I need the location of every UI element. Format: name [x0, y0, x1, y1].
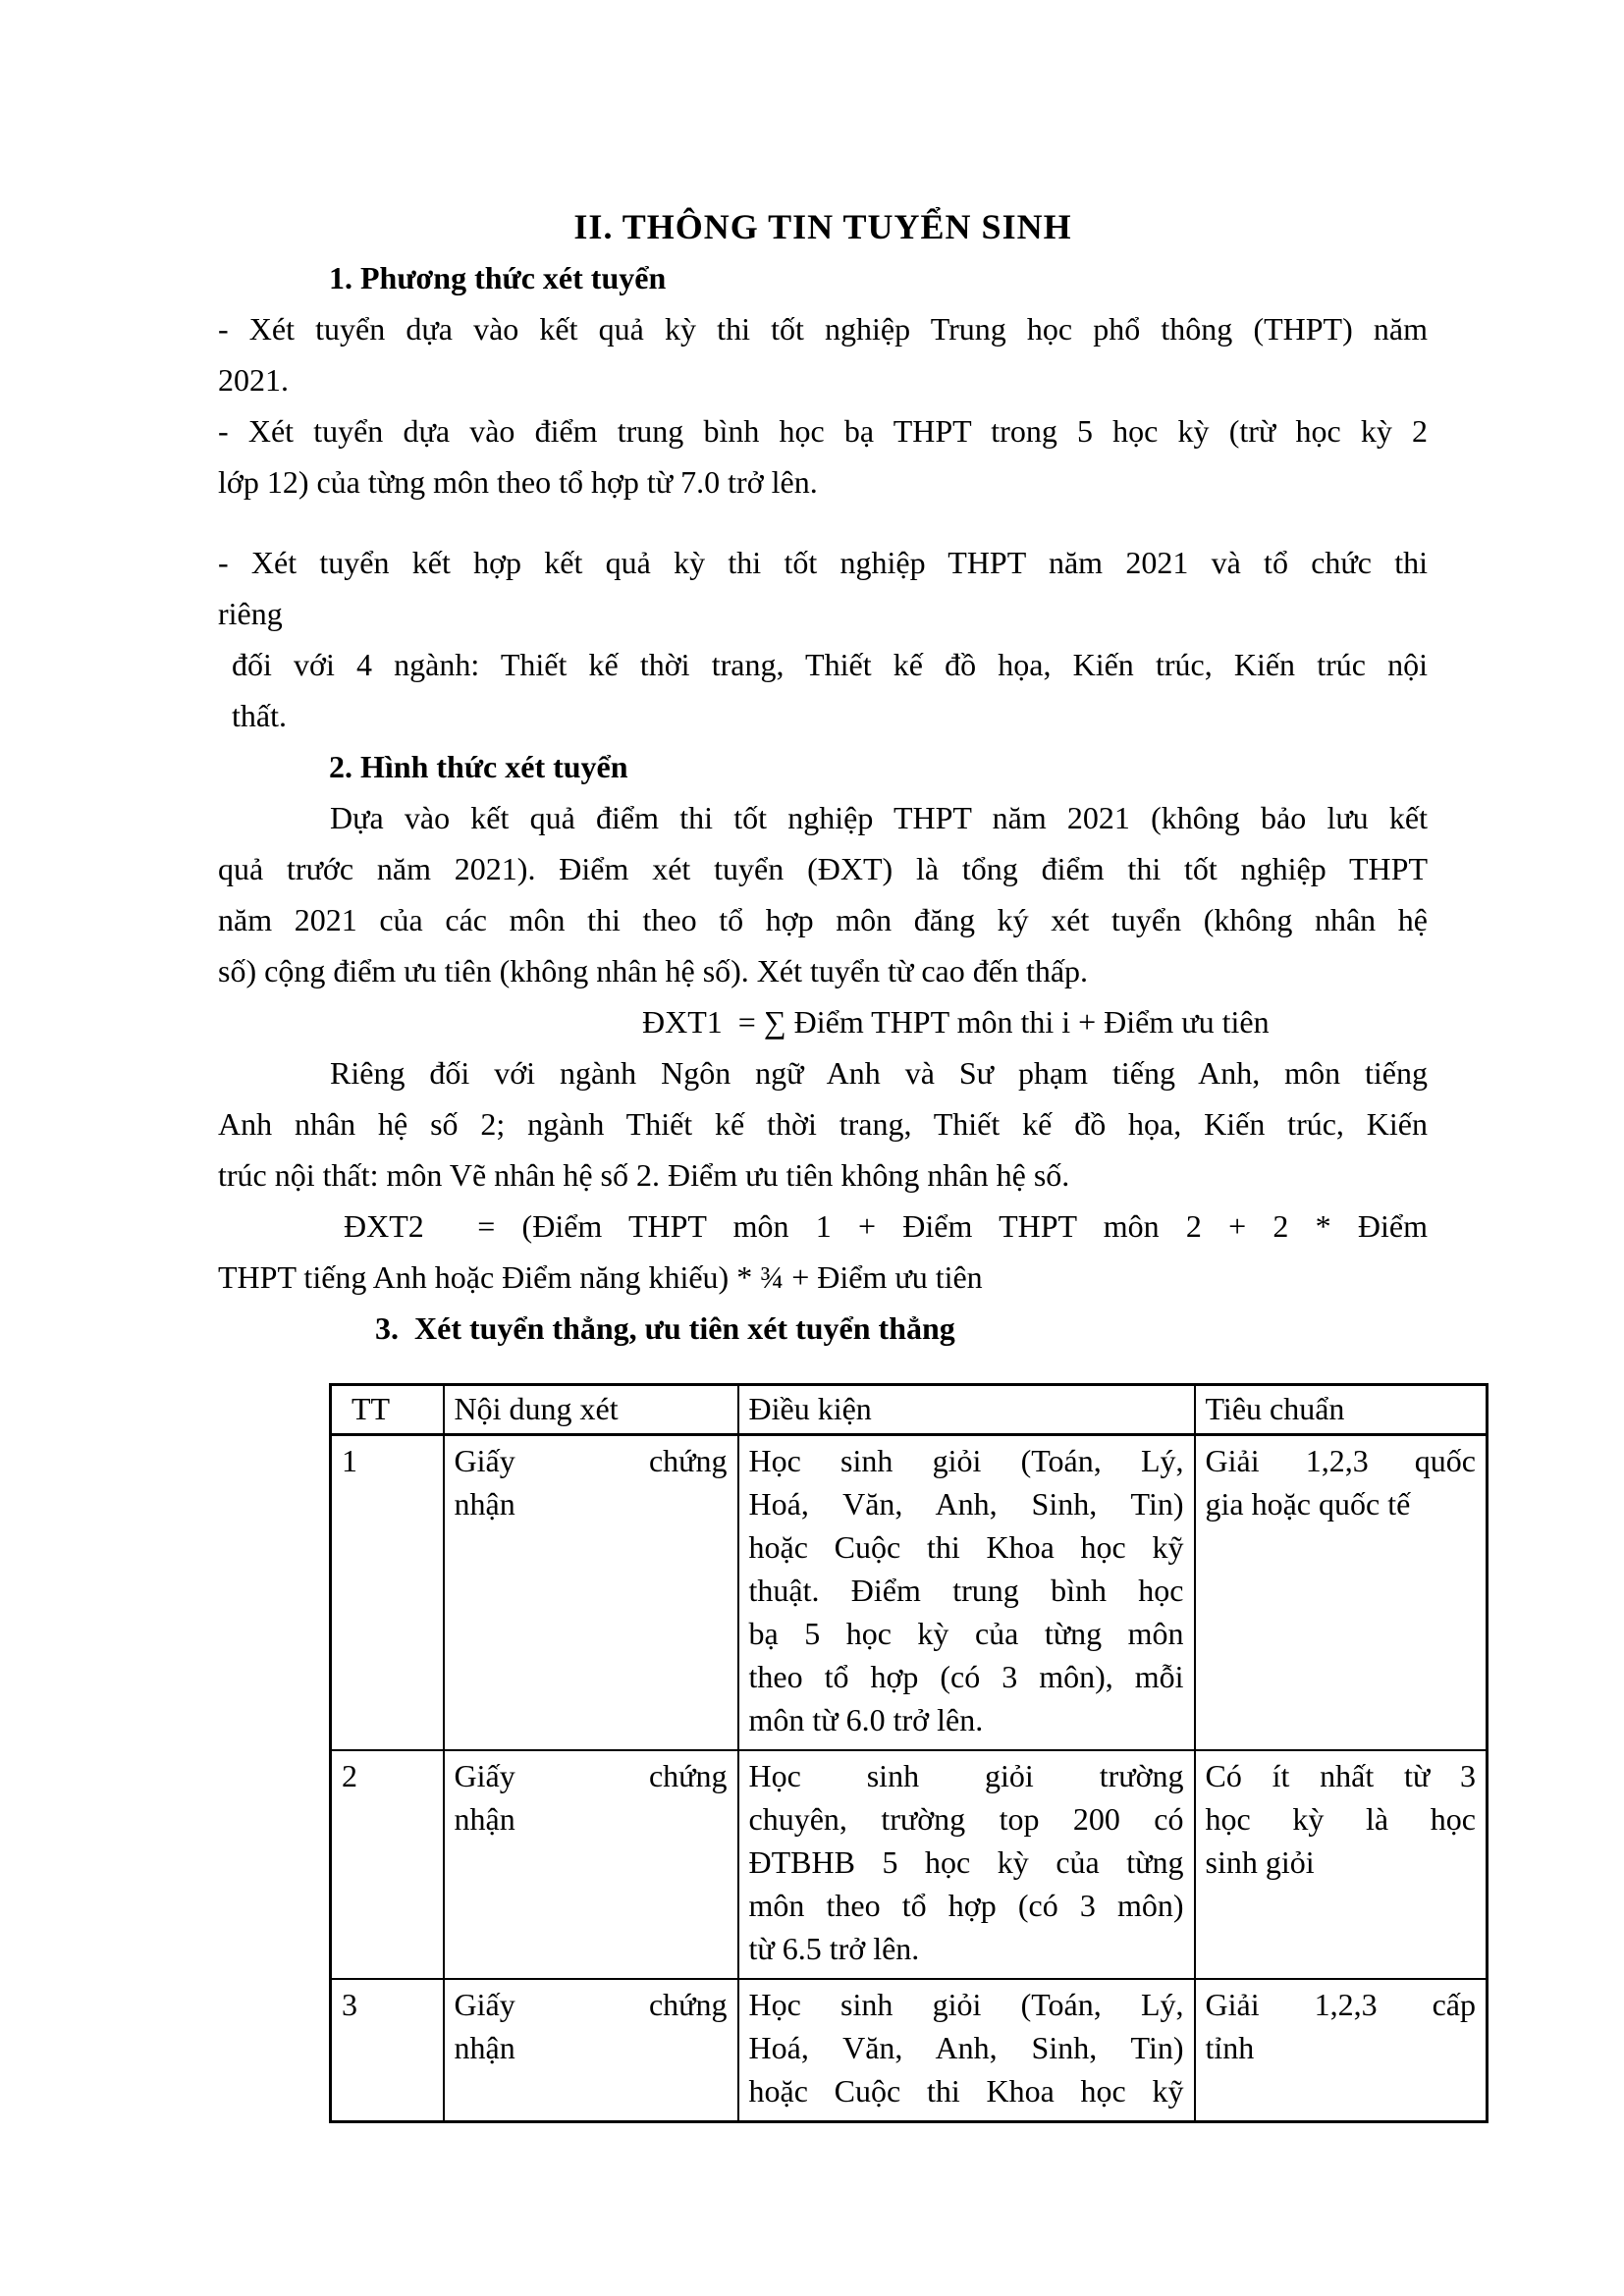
- section-2-heading: 2. Hình thức xét tuyển: [329, 749, 628, 784]
- paragraph-thpt-2021: - Xét tuyển dựa vào kết quả kỳ thi tốt nghiệp Trung học phổ thông (THPT) năm 2021.: [218, 311, 1428, 398]
- table-row: [331, 1435, 1488, 1751]
- cell-dieu-kien: Học sinh giỏi (Toán, Lý, Hoá, Văn, Anh, Sinh, Tin) hoặc Cuộc thi Khoa học kỹ thuật. Điểm trung bình học bạ 5 học kỳ của từng môn theo tổ hợp (có 3 môn), mỗi môn từ 6.0 trở lên.: [738, 1435, 1195, 1751]
- cell-stt: 3: [331, 1979, 444, 2122]
- paragraph-4-nganh: đối với 4 ngành: Thiết kế thời trang, Thiết kế đồ họa, Kiến trúc, Kiến trúc nội thất.: [232, 647, 1428, 733]
- paragraph-hinh-thuc: Dựa vào kết quả điểm thi tốt nghiệp THPT năm 2021 (không bảo lưu kết quả trước năm 2021). Điểm xét tuyển (ĐXT) là tổng điểm thi tốt nghiệp THPT năm 2021 của các môn thi theo tổ hợp môn đăng ký xét tuyển (không nhân hệ số) cộng điểm ưu tiên (không nhân hệ số). Xét tuyển từ cao đến thấp.: [218, 800, 1428, 988]
- admission-table: [329, 1383, 1489, 2123]
- cell-noi-dung: Giấy chứng nhận: [444, 1979, 738, 2122]
- cell-dieu-kien: Học sinh giỏi (Toán, Lý, Hoá, Văn, Anh, Sinh, Tin) hoặc Cuộc thi Khoa học kỹ: [738, 1979, 1195, 2122]
- section-3-heading: 3. Xét tuyển thẳng, ưu tiên xét tuyển thẳng: [375, 1310, 955, 1346]
- paragraph-he-so: Riêng đối với ngành Ngôn ngữ Anh và Sư phạm tiếng Anh, môn tiếng Anh nhân hệ số 2; ngành Thiết kế thời trang, Thiết kế đồ họa, Kiến trúc, Kiến trúc nội thất: môn Vẽ nhân hệ số 2. Điểm ưu tiên không nhân hệ số.: [218, 1055, 1428, 1193]
- cell-tieu-chuan: Có ít nhất từ 3 học kỳ là học sinh giỏi: [1195, 1750, 1488, 1979]
- header-tieu-chuan: Tiêu chuẩn: [1195, 1385, 1488, 1435]
- cell-noi-dung: Giấy chứng nhận: [444, 1435, 738, 1751]
- header-tt: TT: [331, 1385, 444, 1435]
- paragraph-ket-hop: - Xét tuyển kết hợp kết quả kỳ thi tốt nghiệp THPT năm 2021 và tổ chức thi riêng: [218, 545, 1428, 631]
- formula-dxt2-paragraph: ĐXT2 = (Điểm THPT môn 1 + Điểm THPT môn 2 + 2 * Điểm THPT tiếng Anh hoặc Điểm năng khiếu) * ¾ + Điểm ưu tiên: [218, 1208, 1428, 1295]
- admission-table-wrapper: [329, 1383, 1624, 2123]
- paragraph-hoc-ba: - Xét tuyển dựa vào điểm trung bình học bạ THPT trong 5 học kỳ (trừ học kỳ 2 lớp 12) của từng môn theo tổ hợp từ 7.0 trở lên.: [218, 413, 1428, 500]
- cell-dieu-kien: Học sinh giỏi trường chuyên, trường top 200 có ĐTBHB 5 học kỳ của từng môn theo tổ hợp (có 3 môn) từ 6.5 trở lên.: [738, 1750, 1195, 1979]
- text-column: [218, 201, 1428, 1354]
- cell-stt: 1: [331, 1435, 444, 1751]
- table-header-row: [331, 1385, 1488, 1435]
- table-row: [331, 1750, 1488, 1979]
- header-noi-dung-xet: Nội dung xét: [444, 1385, 738, 1435]
- section-1-heading: 1. Phương thức xét tuyển: [329, 260, 667, 295]
- cell-tieu-chuan: Giải 1,2,3 cấp tỉnh: [1195, 1979, 1488, 2122]
- cell-tieu-chuan: Giải 1,2,3 quốc gia hoặc quốc tế: [1195, 1435, 1488, 1751]
- header-dieu-kien: Điều kiện: [738, 1385, 1195, 1435]
- cell-stt: 2: [331, 1750, 444, 1979]
- cell-noi-dung: Giấy chứng nhận: [444, 1750, 738, 1979]
- table-row: [331, 1979, 1488, 2122]
- page-title: II. THÔNG TIN TUYỂN SINH: [573, 207, 1072, 246]
- formula-dxt1: ĐXT1 = ∑ Điểm THPT môn thi i + Điểm ưu tiên: [642, 1004, 1270, 1040]
